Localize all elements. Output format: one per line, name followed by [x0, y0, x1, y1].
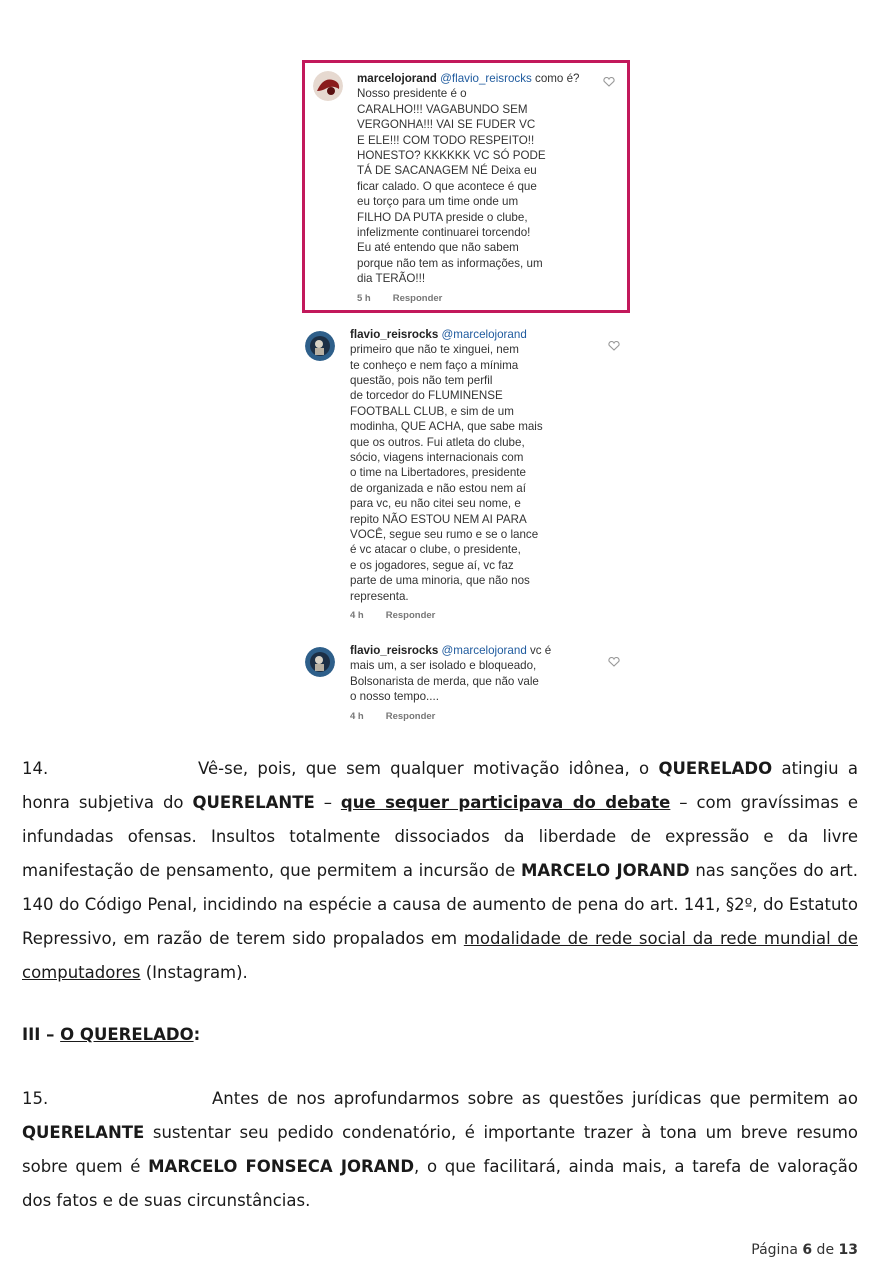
heart-icon[interactable]: [608, 657, 620, 667]
comment-line: porque não tem as informações, um: [357, 256, 543, 270]
comment-username: marcelojorand: [357, 72, 437, 85]
comment-flavio-reisrocks-1: [300, 327, 640, 621]
comment-line: Bolsonarista de merda, que não vale: [350, 674, 539, 688]
page-total: 13: [838, 1242, 858, 1258]
comment-line: vc é: [526, 644, 552, 657]
comment-meta: [350, 610, 640, 621]
comment-time: 4 h: [350, 710, 364, 722]
comment-text: [357, 71, 597, 287]
comment-line: VOCÊ, segue seu rumo e se o lance: [350, 527, 539, 541]
footer-of: de: [812, 1242, 839, 1258]
comment-line: FOOTBALL CLUB, e sim de um: [350, 404, 514, 418]
comment-time: 4 h: [350, 610, 364, 621]
comment-line: de torcedor do FLUMINENSE: [350, 389, 503, 403]
bold-term: MARCELO JORAND: [520, 861, 690, 880]
paragraph-text: – com gravíssimas e infundadas ofensas. Insultos totalmente dissociados da liberdade de expressão e da livre manifestação de pensamento, que permitem a incursão de: [22, 793, 858, 880]
comment-line: eu torço para um time onde um: [357, 195, 519, 209]
comment-meta: [350, 711, 640, 722]
paragraph-text: Vê-se, pois, que sem qualquer motivação idônea, o: [198, 759, 659, 778]
comment-mention[interactable]: @marcelojorand: [441, 327, 527, 341]
comment-flavio-reisrocks-2: [300, 643, 640, 722]
bold-term: QUERELANTE: [192, 793, 315, 812]
comment-line: infelizmente continuarei torcendo!: [357, 226, 531, 240]
comment-time: 5 h: [357, 292, 371, 304]
avatar-flavio-reisrocks: [305, 331, 335, 361]
underlined-bold-term: que sequer participava do debate: [340, 793, 671, 812]
comment-username: flavio_reisrocks: [350, 327, 439, 341]
paragraph-text: Antes de nos aprofundarmos sobre as questões jurídicas que permitem ao: [212, 1089, 858, 1108]
comment-line: Eu até entendo que não sabem: [357, 241, 519, 255]
paragraph-number: 15.: [22, 1089, 49, 1108]
underlined-term: modalidade de rede social da rede mundial de computadores: [22, 929, 858, 982]
instagram-screenshot: [300, 60, 640, 722]
comment-line: modinha, QUE ACHA, que sabe mais: [350, 420, 543, 434]
paragraph-text: –: [314, 793, 341, 812]
comment-line: te conheço e nem faço a mínima: [350, 358, 519, 372]
comment-line: de organizada e não estou nem aí: [350, 481, 526, 495]
page-number: 6: [802, 1242, 813, 1258]
comment-text: [350, 327, 590, 604]
comment-line: o time na Libertadores, presidente: [350, 466, 526, 480]
bold-term: QUERELANTE: [22, 1123, 145, 1142]
comment-line: mais um, a ser isolado e bloqueado,: [350, 659, 537, 673]
comment-text: [350, 643, 590, 705]
paragraph-text: sustentar seu pedido condenatório, é importante trazer à tona um breve resumo sobre quem é: [22, 1123, 858, 1176]
bold-term: QUERELADO: [658, 759, 773, 778]
comment-line: HONESTO? KKKKKK VC SÓ PODE: [357, 149, 546, 163]
comment-marcelojorand: [302, 60, 630, 313]
comment-line: que os outros. Fui atleta do clube,: [350, 435, 525, 449]
comment-meta: [357, 293, 617, 304]
comment-line: representa.: [350, 589, 409, 603]
paragraph-text: , o que facilitará, ainda mais, a tarefa de valoração dos fatos e de suas circunstâncias.: [22, 1157, 859, 1210]
comment-line: como é? Nosso presidente é o: [357, 72, 580, 101]
section-heading: [22, 1018, 200, 1052]
paragraph-number: 14.: [22, 759, 49, 778]
avatar-flavio-reisrocks: [305, 647, 335, 677]
comment-mention[interactable]: @marcelojorand: [441, 644, 527, 657]
paragraph-text: (Instagram).: [140, 963, 248, 982]
comment-username: flavio_reisrocks: [350, 644, 439, 657]
reply-button[interactable]: Responder: [385, 610, 436, 621]
reply-button[interactable]: Responder: [392, 292, 443, 304]
paragraph-text: atingiu a honra subjetiva do: [22, 759, 858, 812]
footer-label: Página: [751, 1242, 803, 1258]
heart-icon[interactable]: [608, 341, 620, 351]
comment-line: dia TERÃO!!!: [357, 272, 426, 286]
page-footer: [751, 1242, 858, 1258]
paragraph-15: [22, 1082, 858, 1218]
comment-line: ficar calado. O que acontece é que: [357, 179, 537, 193]
comment-line: VERGONHA!!! VAI SE FUDER VC: [357, 118, 536, 132]
comment-line: questão, pois não tem perfil: [350, 373, 493, 387]
comment-line: TÁ DE SACANAGEM NÉ Deixa eu: [357, 164, 537, 178]
comment-line: repito NÃO ESTOU NEM AI PARA: [350, 512, 527, 526]
section-prefix: III –: [22, 1025, 61, 1044]
avatar-marcelojorand: [313, 71, 343, 101]
comment-line: primeiro que não te xinguei, nem: [350, 343, 519, 357]
comment-line: e os jogadores, segue aí, vc faz: [350, 558, 514, 572]
comment-line: CARALHO!!! VAGABUNDO SEM: [357, 102, 528, 116]
comment-line: parte de uma minoria, que não nos: [350, 574, 530, 588]
comment-mention[interactable]: @flavio_reisrocks: [440, 72, 532, 85]
reply-button[interactable]: Responder: [385, 710, 436, 722]
bold-term: MARCELO FONSECA JORAND: [148, 1157, 415, 1176]
comment-line: sócio, viagens internacionais com: [350, 450, 524, 464]
comment-line: E ELE!!! COM TODO RESPEITO!!: [357, 133, 535, 147]
section-title: O QUERELADO: [60, 1025, 194, 1044]
comment-line: é vc atacar o clube, o presidente,: [350, 543, 521, 557]
comment-line: para vc, eu não citei seu nome, e: [350, 497, 521, 511]
section-suffix: :: [193, 1025, 201, 1044]
paragraph-14: [22, 752, 858, 990]
comment-line: o nosso tempo....: [350, 690, 439, 704]
paragraph-text: nas sanções do art. 140 do Código Penal, incidindo na espécie a causa de aumento de pena do art. 141, §2º, do Estatuto Repressivo, em razão de terem sido propalados em: [22, 861, 859, 948]
comment-line: FILHO DA PUTA preside o clube,: [357, 210, 528, 224]
heart-icon[interactable]: [603, 77, 615, 87]
